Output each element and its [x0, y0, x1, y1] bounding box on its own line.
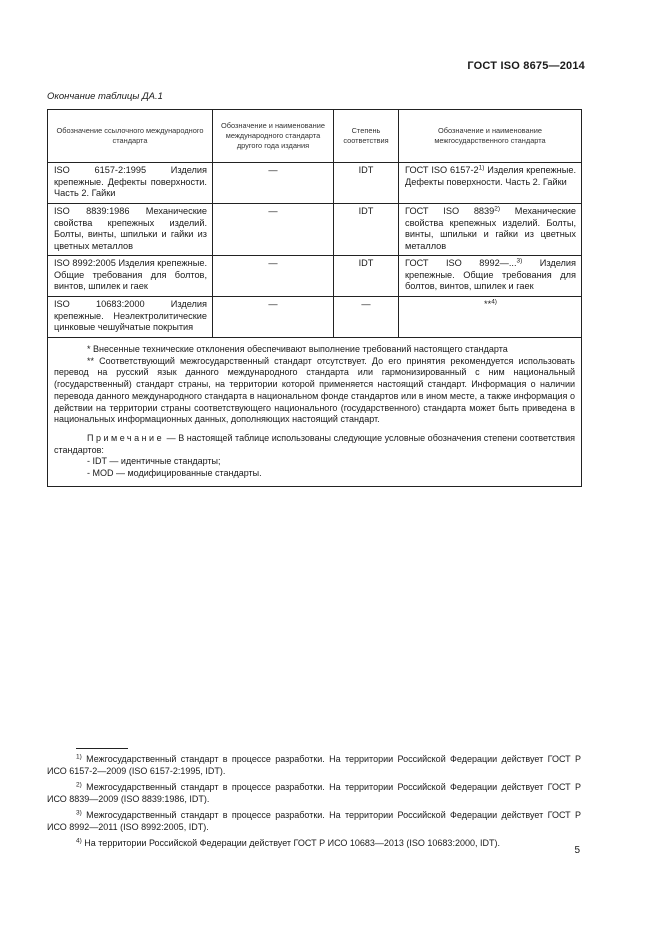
- legend-idt: - IDT — идентичные стандарты;: [87, 456, 221, 467]
- cell-degree: IDT: [334, 204, 399, 256]
- footnote-ref: 4): [491, 298, 497, 306]
- footnote-4: [47, 837, 581, 849]
- cell-reference-standard: ISO 6157-2:1995 Изделия крепежные. Дефекты поверхности. Часть 2. Гайки: [48, 163, 213, 204]
- remark-text: — В настоящей таблице использованы следующие условные обозначения степени соответствия стандартов:: [54, 432, 575, 455]
- footnote-divider: [76, 748, 128, 749]
- standard-title: Изделия крепежные. Дефекты поверхности. Часть 2. Гайки: [405, 165, 576, 187]
- cell-other-year: —: [213, 256, 334, 297]
- page-number: 5: [574, 845, 580, 856]
- remark-label: Примечание: [87, 432, 165, 443]
- page-header-standard: ГОСТ ISO 8675—2014: [467, 60, 585, 72]
- legend-mod: - MOD — модифицированные стандарты.: [87, 468, 262, 479]
- table-row: [48, 204, 582, 256]
- header-degree-of-correspondence: Степень соответствия: [334, 110, 399, 163]
- standard-code: ГОСТ ISO 6157-2: [405, 165, 479, 175]
- cell-interstate-standard: [399, 297, 582, 338]
- cell-other-year: —: [213, 163, 334, 204]
- note-remark: [54, 433, 575, 456]
- standards-correspondence-table: [47, 109, 582, 487]
- footnotes: [47, 753, 581, 853]
- footnote-mark: 2): [76, 781, 82, 789]
- footnote-ref: 2): [494, 205, 501, 213]
- standard-code: ГОСТ ISO 8839: [405, 206, 495, 216]
- standard-code: ГОСТ ISO 8992—...: [405, 258, 517, 268]
- table-row: [48, 297, 582, 338]
- header-interstate-standard: Обозначение и наименование межгосударственного стандарта: [399, 110, 582, 163]
- standard-title: Изделия крепежные. Общие требования для болтов, винтов, шпилек и гаек: [405, 258, 576, 292]
- table-row: [48, 163, 582, 204]
- footnote-text: На территории Российской Федерации действует ГОСТ Р ИСО 10683—2013 (ISO 10683:2000, IDT).: [81, 838, 500, 848]
- footnote-mark: 4): [76, 837, 82, 845]
- cell-interstate-standard: [399, 163, 582, 204]
- cell-interstate-standard: [399, 256, 582, 297]
- table-notes: [48, 338, 582, 487]
- footnote-1: [47, 753, 581, 777]
- standard-code: **: [484, 299, 492, 309]
- footnote-ref: 3): [516, 257, 523, 265]
- cell-degree: IDT: [334, 256, 399, 297]
- standard-title: Механические свойства крепежных изделий. Болты, винты, шпильки и гайки из цветных металлов: [405, 206, 576, 251]
- footnote-text: Межгосударственный стандарт в процессе разработки. На территории Российской Федерации действует ГОСТ Р ИСО 8839—2009 (ISO 8839:1986, IDT).: [47, 782, 581, 804]
- note-deviations: * Внесенные технические отклонения обеспечивают выполнение требований настоящего стандарта: [87, 344, 508, 354]
- table-header-row: [48, 110, 582, 163]
- note-no-standard: ** Соответствующий межгосударственный стандарт отсутствует. До его принятия рекомендуется использовать перевод на русский язык данного международного стандарта или гармонизированный с ним национальный (государственный) стандарт страны, на территории которой применяется настоящий стандарт. Информация о наличии перевода данного международного стандарта в национальном фонде стандартов или в ином месте, а также информация о действии на территории страны соответствующего национального (государственного) стандарта может быть приведена в национальных информационных данных, дополняющих настоящий стандарт.: [54, 355, 575, 425]
- table-notes-row: [48, 338, 582, 487]
- footnote-mark: 3): [76, 809, 82, 817]
- footnote-ref: 1): [478, 164, 485, 172]
- cell-reference-standard: ISO 8992:2005 Изделия крепежные. Общие требования для болтов, винтов, шпилек и гаек: [48, 256, 213, 297]
- cell-other-year: —: [213, 204, 334, 256]
- cell-degree: —: [334, 297, 399, 338]
- footnote-2: [47, 781, 581, 805]
- cell-other-year: —: [213, 297, 334, 338]
- header-reference-standard: Обозначение ссылочного международного стандарта: [48, 110, 213, 163]
- footnote-text: Межгосударственный стандарт в процессе разработки. На территории Российской Федерации действует ГОСТ Р ИСО 6157-2—2009 (ISO 6157-2:1995, IDT).: [47, 754, 581, 776]
- cell-degree: IDT: [334, 163, 399, 204]
- table-row: [48, 256, 582, 297]
- header-other-year-standard: Обозначение и наименование международного стандарта другого года издания: [213, 110, 334, 163]
- footnote-3: [47, 809, 581, 833]
- table-caption: Окончание таблицы ДА.1: [47, 91, 163, 102]
- footnote-mark: 1): [76, 753, 82, 761]
- cell-reference-standard: ISO 10683:2000 Изделия крепежные. Неэлектролитические цинковые чешуйчатые покрытия: [48, 297, 213, 338]
- cell-reference-standard: ISO 8839:1986 Механические свойства крепежных изделий. Болты, винты, шпильки и гайки из цветных металлов: [48, 204, 213, 256]
- cell-interstate-standard: [399, 204, 582, 256]
- footnote-text: Межгосударственный стандарт в процессе разработки. На территории Российской Федерации действует ГОСТ Р ИСО 8992—2011 (ISO 8992:2005, IDT).: [47, 810, 581, 832]
